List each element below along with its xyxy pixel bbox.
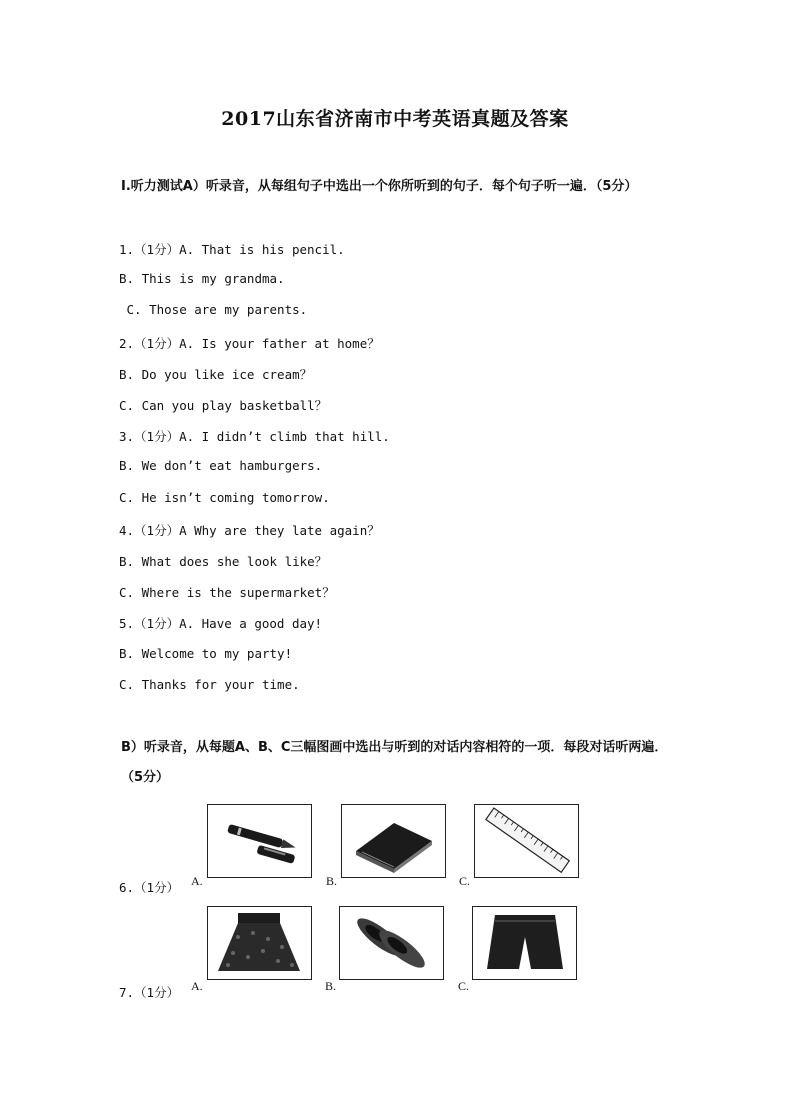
picture-option[interactable] — [339, 906, 444, 980]
sentence-line: 1.（1分）A. That is his pencil. — [119, 242, 345, 257]
book-icon — [342, 805, 445, 877]
option-letter: C. — [458, 979, 470, 993]
picture-option[interactable] — [207, 906, 312, 980]
sentence-line: C. Can you play basketball？ — [119, 398, 328, 413]
picture-option[interactable] — [472, 906, 577, 980]
skirt-icon — [208, 907, 311, 979]
question-6-label: 6.（1分） — [119, 880, 180, 895]
page-title: 2017山东省济南市中考英语真题及答案 — [221, 108, 569, 130]
ruler-icon — [475, 805, 578, 877]
option-letter: B. — [326, 874, 338, 888]
question-7-label: 7.（1分） — [119, 985, 180, 1000]
sentence-line: B. This is my grandma. — [119, 271, 285, 286]
pen-icon — [208, 805, 311, 877]
sentence-line: 5.（1分）A. Have a good day! — [119, 616, 323, 631]
option-letter: A. — [191, 979, 203, 993]
sentence-line: C. He isn’t coming tomorrow. — [119, 490, 330, 505]
shoes-icon — [340, 907, 443, 979]
picture-option[interactable] — [341, 804, 446, 878]
shorts-icon — [473, 907, 576, 979]
section-1-heading: Ⅰ.听力测试A）听录音，从每组句子中选出一个你所听到的句子．每个句子听一遍．（5分） — [121, 179, 638, 194]
sentence-line: 3.（1分）A. I didn’t climb that hill. — [119, 429, 390, 444]
picture-option[interactable] — [474, 804, 579, 878]
option-letter: A. — [191, 874, 203, 888]
sentence-line: B. Do you like ice cream？ — [119, 367, 313, 382]
sentence-line: B. Welcome to my party! — [119, 646, 293, 661]
sentence-line: 2.（1分）A. Is your father at home？ — [119, 336, 380, 351]
section-2-heading: B）听录音，从每题A、B、C三幅图画中选出与听到的对话内容相符的一项．每段对话听两遍．（5分） — [121, 740, 668, 785]
sentence-line: C. Thanks for your time. — [119, 677, 300, 692]
sentence-line: 4.（1分）A Why are they late again？ — [119, 523, 380, 538]
option-letter: C. — [459, 874, 471, 888]
sentence-line: C. Those are my parents. — [119, 302, 308, 317]
picture-option[interactable] — [207, 804, 312, 878]
option-letter: B. — [325, 979, 337, 993]
sentence-line: B. We don’t eat hamburgers. — [119, 458, 323, 473]
sentence-line: B. What does she look like？ — [119, 554, 328, 569]
sentence-line: C. Where is the supermarket？ — [119, 585, 335, 600]
